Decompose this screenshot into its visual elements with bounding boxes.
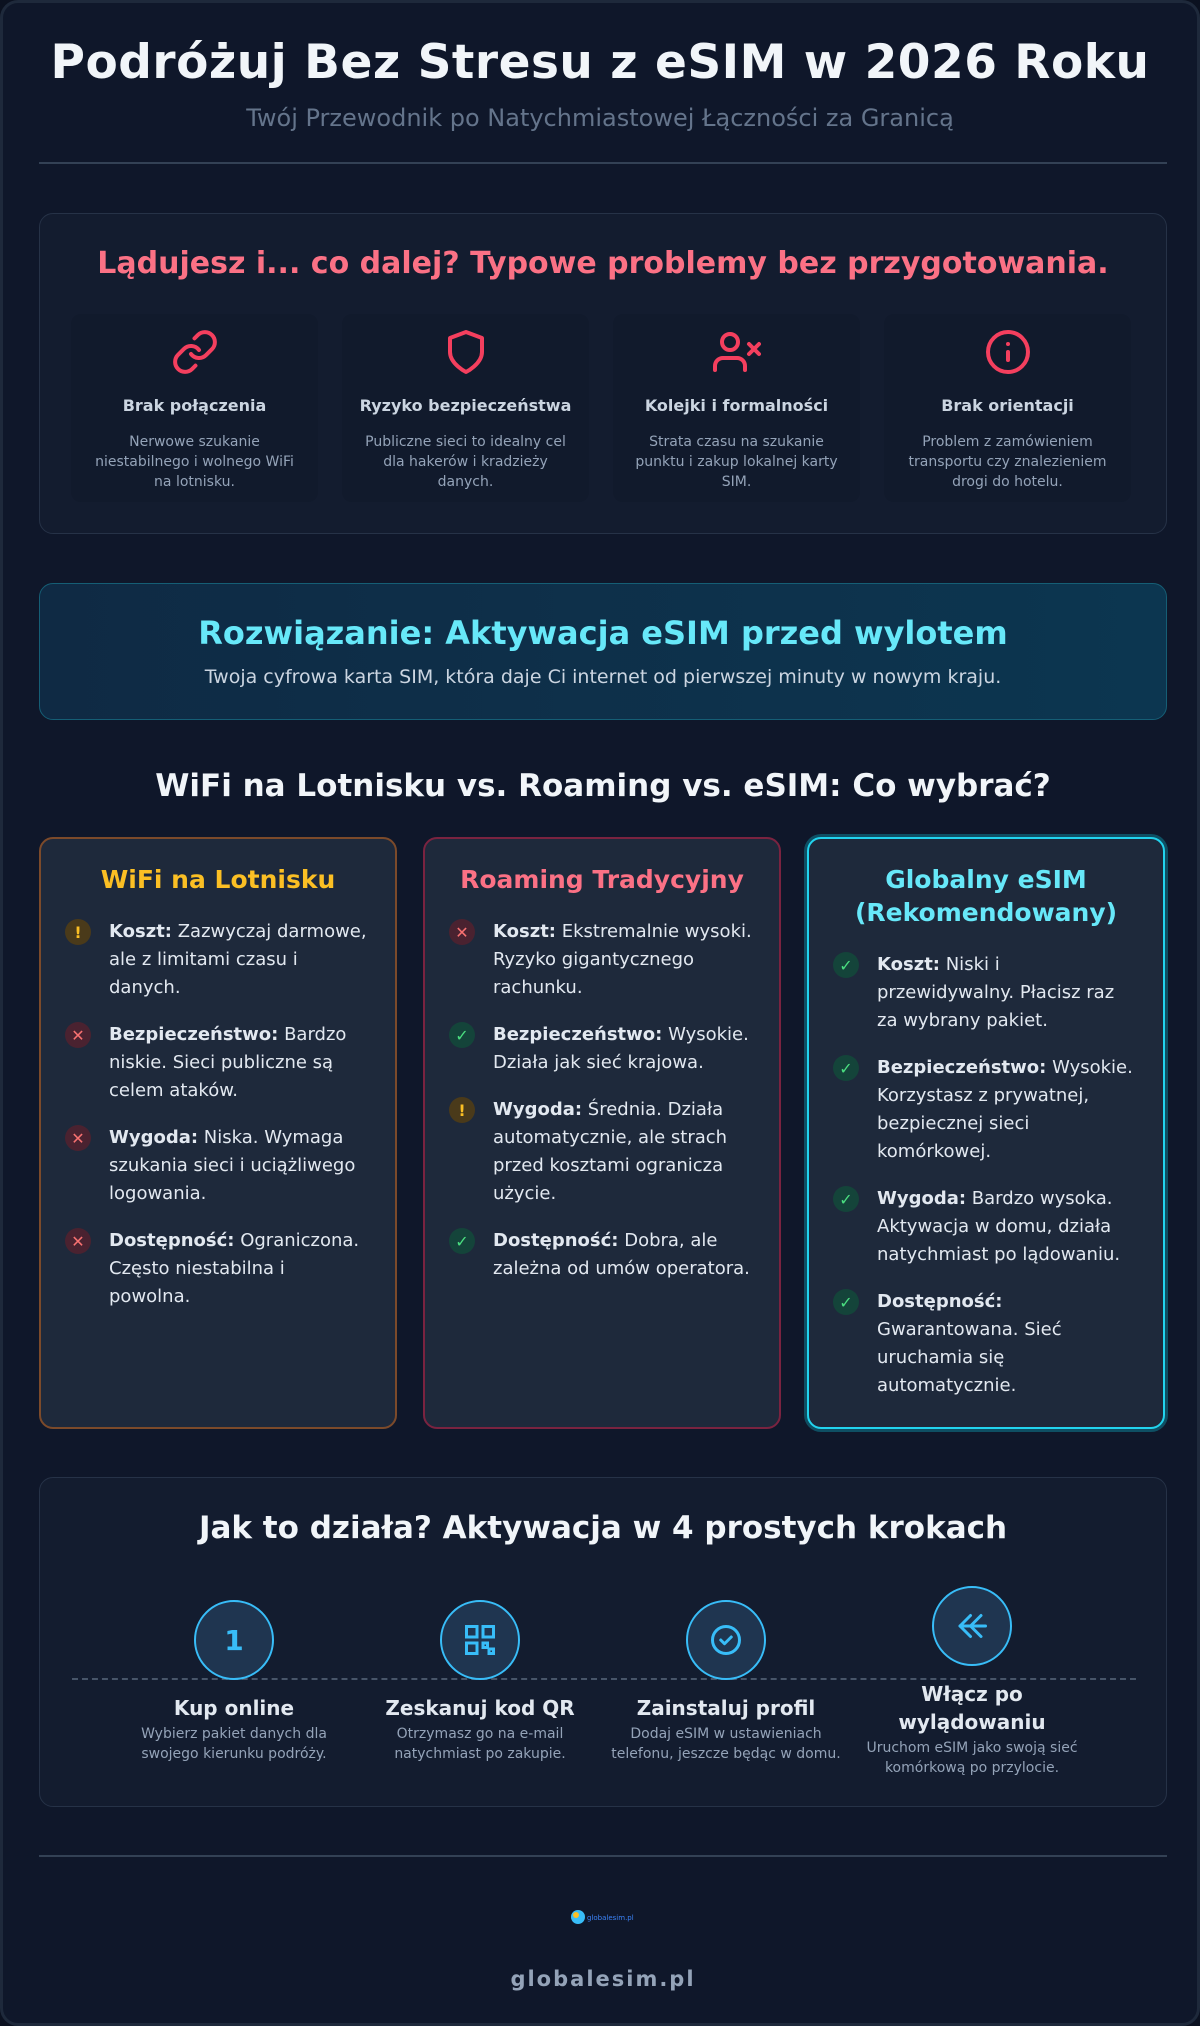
cross-icon: ✕ (65, 1022, 91, 1048)
compare-item-text: Bezpieczeństwo: Wysokie. Korzystasz z prywatnej, bezpiecznej sieci komórkowej. (877, 1057, 1133, 1162)
problem-title: Ryzyko bezpieczeństwa (359, 396, 572, 415)
arrows-left-icon (932, 1586, 1012, 1666)
compare-item-text: Wygoda: Średnia. Działa automatycznie, ale strach przed kosztami ogranicza użycie. (493, 1099, 728, 1204)
solution-text: Twoja cyfrowa karta SIM, która daje Ci internet od pierwszej minuty w nowym kraju. (204, 666, 1002, 688)
page-subtitle: Twój Przewodnik po Natychmiastowej Łączności za Granicą (246, 104, 954, 132)
compare-item (449, 1096, 755, 1208)
divider (39, 1855, 1167, 1857)
step-title: Włącz po wylądowaniu (898, 1682, 1046, 1734)
solution-banner (39, 583, 1167, 720)
column-title: Roaming Tradycyjny (460, 865, 744, 894)
warning-icon: ! (449, 1097, 475, 1123)
check-icon: ✓ (449, 1228, 475, 1254)
compare-item-text: Koszt: Ekstremalnie wysoki. Ryzyko gigantycznego rachunku. (493, 921, 752, 998)
divider (39, 162, 1167, 164)
column-title: Globalny eSIM (Rekomendowany) (854, 865, 1118, 927)
compare-item-text: Bezpieczeństwo: Wysokie. Działa jak sieć krajowa. (493, 1024, 749, 1073)
step-desc: Dodaj eSIM w ustawieniach telefonu, jeszcze będąc w domu. (611, 1726, 841, 1762)
compare-item (65, 1227, 371, 1311)
user-x-icon (713, 328, 761, 376)
cross-icon: ✕ (65, 1228, 91, 1254)
globe-logo-icon (569, 1907, 637, 1927)
compare-item (449, 1227, 755, 1283)
info-icon (984, 328, 1032, 376)
step-desc: Uruchom eSIM jako swoją sieć komórkową po przylocie. (866, 1740, 1078, 1776)
compare-item (449, 918, 755, 1002)
problems-section (39, 213, 1167, 534)
step-item (606, 1600, 846, 1764)
compare-item (833, 1054, 1139, 1166)
check-icon: ✓ (449, 1022, 475, 1048)
compare-item (833, 1288, 1139, 1400)
check-icon: ✓ (833, 1289, 859, 1315)
header (3, 3, 1197, 132)
steps-heading: Jak to działa? Aktywacja w 4 prostych krokach (198, 1510, 1008, 1546)
problem-title: Brak połączenia (122, 396, 267, 415)
footer-site[interactable]: globalesim.pl (510, 1967, 696, 1991)
check-icon: ✓ (833, 1186, 859, 1212)
compare-item-text: Dostępność: Dobra, ale zależna od umów operatora. (493, 1230, 750, 1279)
compare-item-text: Wygoda: Niska. Wymaga szukania sieci i uciążliwego logowania. (109, 1127, 356, 1204)
step-title: Kup online (173, 1696, 295, 1720)
compare-item (65, 918, 371, 1002)
page-title: Podróżuj Bez Stresu z eSIM w 2026 Roku (50, 35, 1150, 90)
step-item (360, 1600, 600, 1764)
step-item (114, 1600, 354, 1764)
column-title: WiFi na Lotnisku (100, 865, 336, 894)
steps-section (39, 1477, 1167, 1807)
step-title: Zeskanuj kod QR (385, 1696, 575, 1720)
shield-icon (442, 328, 490, 376)
compare-item (65, 1124, 371, 1208)
problem-desc: Nerwowe szukanie niestabilnego i wolnego WiFi na lotnisku. (95, 434, 294, 490)
compare-item-text: Koszt: Zazwyczaj darmowe, ale z limitami czasu i danych. (109, 921, 367, 998)
check-circle-icon (686, 1600, 766, 1680)
problem-card (71, 314, 318, 502)
cross-icon: ✕ (65, 1125, 91, 1151)
qr-code-icon (440, 1600, 520, 1680)
warning-icon: ! (65, 919, 91, 945)
compare-item-text: Bezpieczeństwo: Bardzo niskie. Sieci publiczne są celem ataków. (109, 1024, 347, 1101)
compare-item (833, 1185, 1139, 1269)
brand-logo[interactable] (569, 1907, 637, 1931)
svg-text:globalesim.pl: globalesim.pl (587, 1914, 634, 1922)
step-desc: Otrzymasz go na e-mail natychmiast po zakupie. (394, 1726, 566, 1762)
number-one-icon: 1 (194, 1600, 274, 1680)
problem-desc: Strata czasu na szukanie punktu i zakup lokalnej karty SIM. (635, 434, 838, 490)
problem-card (342, 314, 589, 502)
compare-item-text: Dostępność: Ograniczona. Często niestabilna i powolna. (109, 1230, 360, 1307)
check-icon: ✓ (833, 1055, 859, 1081)
compare-column-wifi (39, 837, 397, 1429)
link-icon (171, 328, 219, 376)
compare-column-roaming (423, 837, 781, 1429)
step-desc: Wybierz pakiet danych dla swojego kierunku podróży. (141, 1726, 327, 1762)
problems-heading: Lądujesz i... co dalej? Typowe problemy bez przygotowania. (97, 246, 1109, 281)
step-item (852, 1586, 1092, 1778)
problem-title: Brak orientacji (941, 396, 1074, 415)
solution-heading: Rozwiązanie: Aktywacja eSIM przed wylotem (198, 614, 1008, 652)
compare-item (65, 1021, 371, 1105)
step-title: Zainstaluj profil (636, 1696, 816, 1720)
compare-item-text: Wygoda: Bardzo wysoka. Aktywacja w domu, działa natychmiast po lądowaniu. (877, 1188, 1121, 1265)
check-icon: ✓ (833, 952, 859, 978)
compare-item-text: Koszt: Niski i przewidywalny. Płacisz raz za wybrany pakiet. (877, 954, 1115, 1031)
problem-title: Kolejki i formalności (644, 396, 829, 415)
compare-heading: WiFi na Lotnisku vs. Roaming vs. eSIM: Co wybrać? (155, 768, 1051, 804)
compare-item-text: Dostępność: Gwarantowana. Sieć uruchamia się automatycznie. (877, 1291, 1062, 1396)
cross-icon: ✕ (449, 919, 475, 945)
problem-card (884, 314, 1131, 502)
problem-desc: Publiczne sieci to idealny cel dla hakerów i kradzieży danych. (365, 434, 566, 490)
problem-card (613, 314, 860, 502)
compare-column-esim (807, 837, 1165, 1429)
compare-item (449, 1021, 755, 1077)
compare-item (833, 951, 1139, 1035)
problem-desc: Problem z zamówieniem transportu czy znalezieniem drogi do hotelu. (908, 434, 1107, 490)
